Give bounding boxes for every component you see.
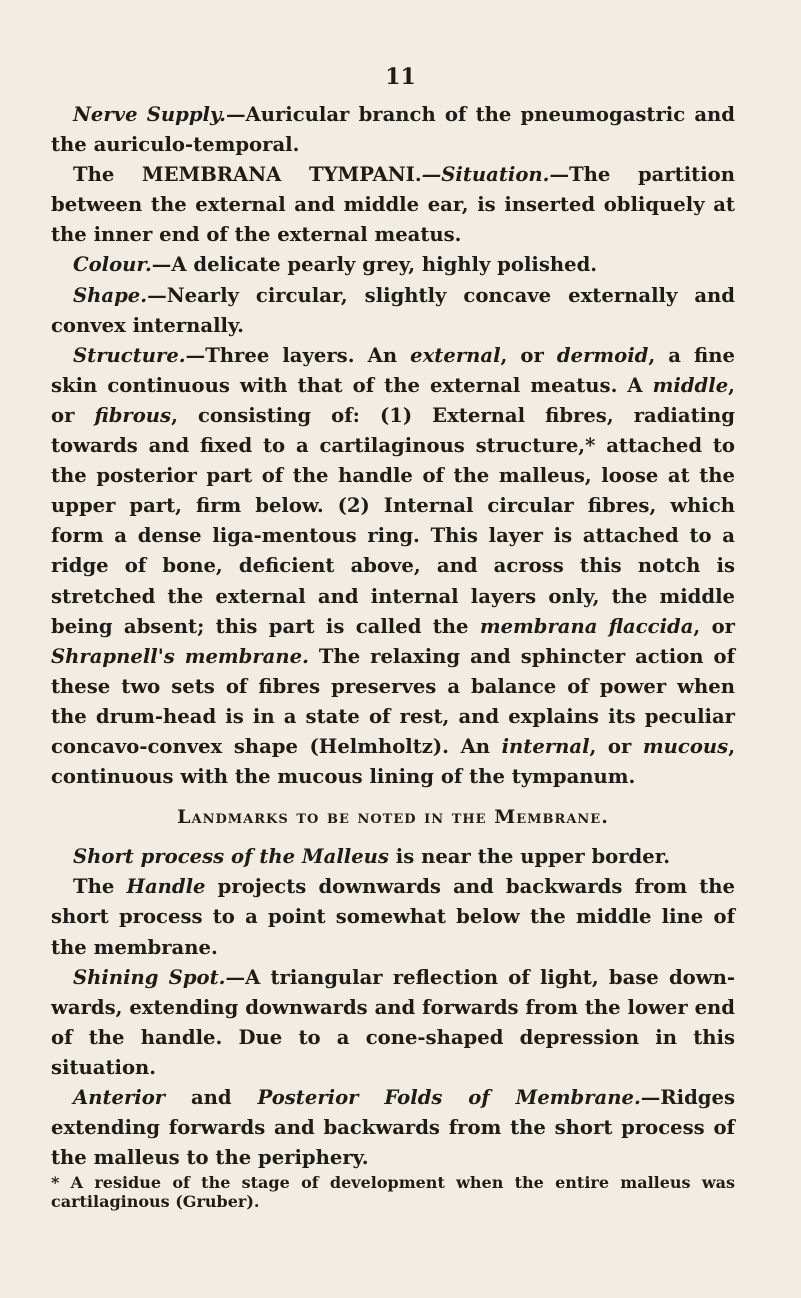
- section-title: The MEMBRANA TYMPANI.: [73, 163, 422, 187]
- paragraph-colour: Colour.—A delicate pearly grey, highly polished.: [73, 253, 598, 277]
- label-shape: Shape.: [73, 283, 148, 307]
- label-shining-spot: Shining Spot.: [73, 965, 226, 989]
- label-situation: —Situation.: [421, 163, 550, 187]
- landmarks-heading: Landmarks to be noted in the Membrane.: [177, 806, 609, 829]
- label-colour: Colour.: [73, 253, 152, 277]
- body-text: [51, 100, 735, 1211]
- paragraph-membrana-tympani: The MEMBRANA TYMPANI.—Situation.—The partition between the external and middle ear, is inserted obliquely at the inner end of the external meatus.: [51, 163, 735, 247]
- label-handle: Handle: [126, 875, 206, 899]
- label-structure: Structure.: [73, 343, 186, 367]
- paragraph-handle: The Handle projects downwards and backwards from the short process to a point somewhat below the middle line of the membrane.: [51, 875, 735, 959]
- paragraph-structure: Structure.—Three layers. An external, or dermoid, a fine skin continuous with that of the external meatus. A middle, or fibrous, consisting of: (1) External fibres, radiating towards and fixed to a cartilaginous structure,* attached to the posterior part of the handle of the malleus, loose at the upper part, firm below. (2) Internal circular fibres, which form a dense liga-mentous ring. This layer is attached to a ridge of bone, deficient above, and across this notch is stretched the external and internal layers only, the middle being absent; this part is called the membrana flaccida, or Shrapnell's membrane. The relaxing and sphincter action of these two sets of fibres preserves a balance of power when the drum-head is in a state of rest, and explains its peculiar concavo-convex shape (Helmholtz). An internal, or mucous, continuous with the mucous lining of the tympanum.: [51, 343, 736, 789]
- footnote: * A residue of the stage of development when the entire malleus was cartilaginous (Gruber).: [51, 1173, 735, 1212]
- paragraph-folds: Anterior and Posterior Folds of Membrane.—Ridges extending forwards and backwards from the short process of the malleus to the periphery.: [51, 1086, 735, 1170]
- label-anterior: Anterior: [73, 1086, 166, 1109]
- label-posterior-folds: Posterior Folds of Membrane.: [257, 1086, 641, 1109]
- label-nerve-supply: Nerve Supply.: [73, 103, 226, 126]
- page-number: 11: [385, 64, 416, 90]
- label-short-process: Short process of the Malleus: [73, 845, 389, 869]
- paragraph-short-process: Short process of the Malleus is near the upper border.: [73, 845, 671, 869]
- paragraph-nerve-supply: Nerve Supply.—Auricular branch of the pneumogastric and the auriculo-temporal.: [51, 103, 735, 157]
- paragraph-shining-spot: Shining Spot.—A triangular reflection of light, base down-wards, extending downwards and forwards from the lower end of the handle. Due to a cone-shaped depression in this situation.: [51, 965, 735, 1079]
- paragraph-shape: Shape.—Nearly circular, slightly concave externally and convex internally.: [51, 283, 735, 337]
